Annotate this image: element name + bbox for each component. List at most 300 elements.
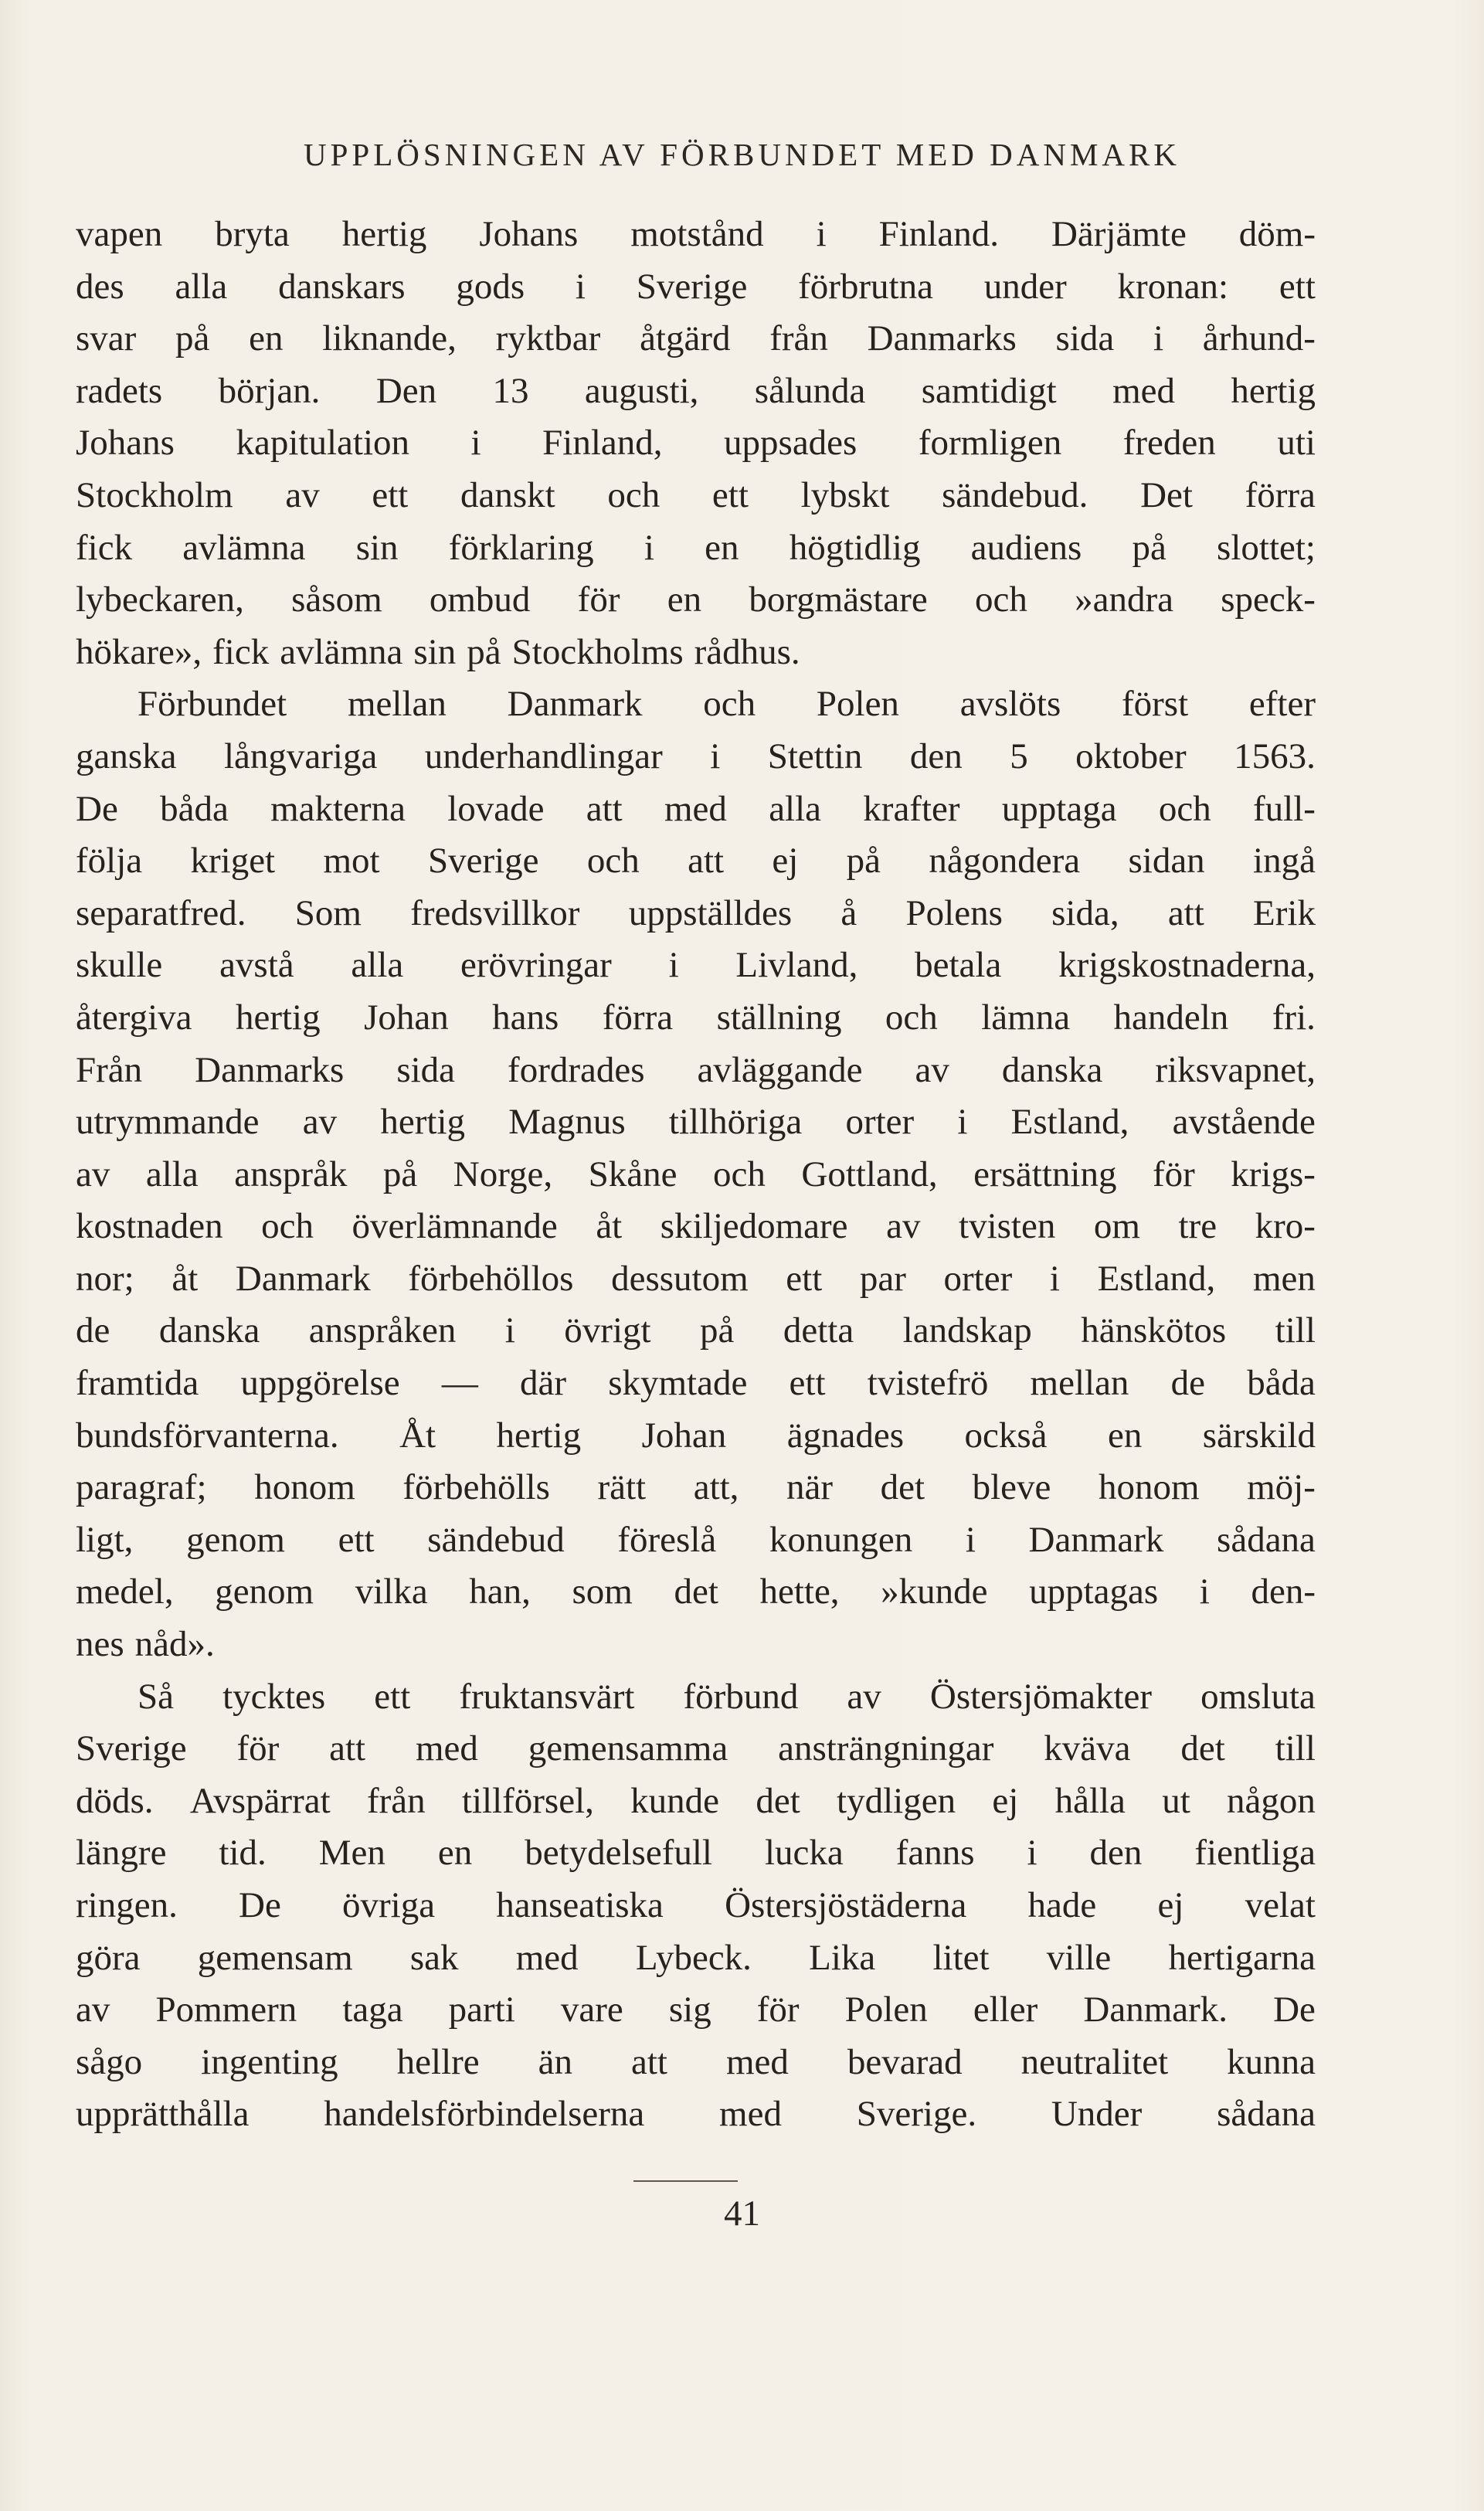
word: avslöts	[959, 684, 1061, 725]
word: i	[710, 736, 721, 776]
word: med	[725, 2041, 789, 2082]
word: neutralitet	[1020, 2041, 1169, 2082]
word: ej	[992, 1780, 1019, 1821]
word: men	[1252, 1258, 1316, 1299]
word: Sverige	[636, 266, 748, 307]
word: under	[983, 266, 1067, 307]
text-line	[76, 1827, 1316, 1880]
word: handelsförbindelserna	[324, 2094, 645, 2135]
word: i	[470, 423, 481, 464]
word: sålunda	[754, 370, 866, 411]
word: till	[1275, 1728, 1316, 1769]
word: hellre	[396, 2041, 480, 2082]
word: också	[964, 1415, 1048, 1456]
word: skiljedomare	[660, 1206, 848, 1247]
word: döm-	[1238, 214, 1316, 254]
word: följa	[76, 841, 143, 882]
word: ett	[786, 1258, 823, 1299]
word: Lybeck.	[635, 1937, 752, 1978]
word: göra	[76, 1937, 141, 1978]
word: tillhöriga	[668, 1102, 803, 1143]
word: Stockholm	[76, 474, 233, 515]
word: kostnaden	[76, 1206, 223, 1247]
word: kväva	[1044, 1728, 1131, 1769]
word: ringen.	[76, 1885, 178, 1925]
word: oktober	[1075, 736, 1187, 776]
word: mellan	[347, 684, 447, 725]
text-line	[76, 1357, 1316, 1410]
word: Sverige.	[856, 2094, 977, 2135]
word: nåd».	[134, 1624, 215, 1665]
word: på	[175, 318, 210, 359]
word: om	[1093, 1206, 1140, 1247]
word: skulle	[76, 945, 163, 986]
word: rådhus.	[694, 631, 800, 672]
word: fri.	[1272, 997, 1316, 1038]
word: augusti,	[584, 370, 699, 411]
text-line	[76, 678, 1316, 731]
word: danska	[1001, 1049, 1103, 1090]
word: hertig	[341, 214, 427, 254]
word: bundsförvanterna.	[76, 1415, 339, 1456]
word: särskild	[1202, 1415, 1316, 1456]
word: 1563.	[1234, 736, 1316, 776]
word: Polen	[844, 1989, 928, 2030]
word: fredsvillkor	[410, 892, 580, 933]
word: mellan	[1030, 1363, 1129, 1404]
word: överlämnande	[351, 1206, 558, 1247]
word: ett	[372, 474, 409, 515]
word: samtidigt	[921, 370, 1057, 411]
word: tillförsel,	[461, 1780, 594, 1821]
word: fruktansvärt	[459, 1676, 635, 1717]
word: ett	[711, 474, 749, 515]
text-line	[76, 1775, 1316, 1828]
text-line	[76, 1305, 1316, 1357]
word: 13	[492, 370, 529, 411]
word: kunde	[630, 1780, 720, 1821]
word: förbehölls	[402, 1467, 550, 1508]
word: i	[965, 1519, 976, 1560]
text-line	[76, 992, 1316, 1045]
word: sin	[413, 631, 457, 672]
word: vare	[560, 1989, 623, 2030]
word: kriget	[190, 841, 276, 882]
word: föreslå	[617, 1519, 717, 1560]
word: lucka	[764, 1833, 844, 1874]
word: hans	[492, 997, 559, 1038]
word: högtidlig	[789, 527, 921, 568]
word: Östersjömakter	[929, 1676, 1153, 1717]
word: medel,	[76, 1571, 174, 1612]
text-line	[76, 1671, 1316, 1724]
word: hade	[1027, 1885, 1097, 1925]
word: ett	[338, 1519, 375, 1560]
word: en	[1107, 1415, 1143, 1456]
word: De	[76, 788, 118, 829]
word: orter	[845, 1102, 915, 1143]
word: lybeckaren,	[76, 579, 244, 620]
word: erövringar	[460, 945, 612, 986]
word: förra	[1245, 474, 1316, 515]
word: Danmarks	[195, 1049, 345, 1090]
word: hålla	[1054, 1780, 1126, 1821]
word: till	[1275, 1310, 1316, 1351]
word: riksvapnet,	[1155, 1049, 1316, 1090]
word: Livland,	[735, 945, 858, 986]
word: övrigt	[564, 1310, 651, 1351]
word: kro-	[1255, 1206, 1316, 1247]
word: taga	[342, 1989, 403, 2030]
word: döds.	[76, 1780, 154, 1821]
word: Estland,	[1010, 1102, 1129, 1143]
word: sidan	[1128, 841, 1205, 882]
word: från	[769, 318, 828, 359]
word: gods	[456, 266, 525, 307]
word: förbund	[683, 1676, 799, 1717]
word: krafter	[863, 788, 960, 829]
word: han,	[469, 1571, 531, 1612]
word: långvariga	[223, 736, 378, 776]
word: som	[572, 1571, 633, 1612]
word: liknande,	[322, 318, 457, 359]
word: i	[644, 527, 654, 568]
word: lämna	[981, 997, 1071, 1038]
text-line	[76, 1149, 1316, 1201]
text-line	[76, 1410, 1316, 1463]
word: slottet;	[1217, 527, 1316, 568]
word: fick	[212, 631, 270, 672]
word: för	[236, 1728, 280, 1769]
word: audiens	[970, 527, 1082, 568]
word: sändebud	[427, 1519, 565, 1560]
running-head: UPPLÖSNINGEN AV FÖRBUNDET MED DANMARK	[304, 137, 1180, 172]
word: åtgärd	[640, 318, 731, 359]
word: för	[1152, 1154, 1195, 1194]
word: att,	[693, 1467, 739, 1508]
word: ganska	[76, 736, 177, 776]
text-line	[76, 417, 1316, 470]
word: honom	[1098, 1467, 1200, 1508]
word: alla	[145, 1154, 199, 1194]
text-line	[76, 522, 1316, 575]
word: av	[886, 1206, 921, 1247]
word: Under	[1051, 2094, 1143, 2135]
word: tid.	[219, 1833, 267, 1874]
word: i	[816, 214, 827, 254]
word: Johans	[76, 423, 175, 464]
word: anspråk	[234, 1154, 348, 1194]
word: honom	[254, 1467, 355, 1508]
text-line	[76, 835, 1316, 888]
word: och	[261, 1206, 314, 1247]
word: hänskötos	[1081, 1310, 1227, 1351]
word: den	[1089, 1833, 1143, 1874]
word: hanseatiska	[496, 1885, 664, 1925]
word: genom	[215, 1571, 314, 1612]
word: av	[847, 1676, 881, 1717]
word: makterna	[270, 788, 406, 829]
word: alla	[175, 266, 228, 307]
word: det	[674, 1571, 718, 1612]
word: det	[1180, 1728, 1225, 1769]
word: i	[1199, 1571, 1210, 1612]
word: Polen	[816, 684, 899, 725]
word: omsluta	[1200, 1676, 1316, 1717]
word: formligen	[918, 423, 1062, 464]
word: ersättning	[973, 1154, 1117, 1194]
word: borgmästare	[749, 579, 928, 620]
word: landskap	[902, 1310, 1032, 1351]
word: hertigarna	[1168, 1937, 1316, 1978]
word: på	[700, 1310, 735, 1351]
word: förklaring	[448, 527, 594, 568]
word: ett	[789, 1363, 826, 1404]
word: De	[1273, 1989, 1316, 2030]
word: efter	[1248, 684, 1316, 725]
word: sida	[396, 1049, 456, 1090]
word: par	[859, 1258, 906, 1299]
word: tre	[1178, 1206, 1217, 1247]
word: fanns	[895, 1833, 975, 1874]
word: att	[688, 841, 725, 882]
word: Finland.	[878, 214, 999, 254]
word: i	[957, 1102, 968, 1143]
word: tvisten	[959, 1206, 1056, 1247]
word: anspråken	[308, 1310, 457, 1351]
word: sådana	[1217, 2094, 1316, 2135]
word: bryta	[215, 214, 290, 254]
word: nor;	[76, 1258, 134, 1299]
word: velat	[1245, 1885, 1316, 1925]
word: ansträngningar	[778, 1728, 994, 1769]
word: fick	[76, 527, 133, 568]
text-line	[76, 261, 1316, 314]
text-line	[76, 1253, 1316, 1306]
word: Skåne	[588, 1154, 677, 1194]
text-line	[76, 940, 1316, 992]
word: Danmark	[1028, 1519, 1164, 1560]
word: kunna	[1227, 2041, 1316, 2082]
word: uti	[1277, 423, 1316, 464]
text-line	[76, 1462, 1316, 1514]
word: ut	[1162, 1780, 1190, 1821]
word: när	[786, 1467, 834, 1508]
word: hertig	[235, 997, 321, 1038]
word: det	[756, 1780, 800, 1821]
word: hertig	[1231, 370, 1316, 411]
word: av	[76, 1989, 110, 2030]
text-line	[76, 1045, 1316, 1097]
word: tvistefrö	[867, 1363, 989, 1404]
word: tydligen	[837, 1780, 956, 1821]
word: Danmark.	[1083, 1989, 1228, 2030]
word: och	[703, 684, 756, 725]
word: å	[840, 892, 857, 933]
text-line	[76, 2088, 1316, 2141]
text-line	[76, 1096, 1316, 1149]
word: sida,	[1051, 892, 1119, 933]
word: paragraf;	[76, 1467, 207, 1508]
word: Stettin	[767, 736, 863, 776]
word: vapen	[76, 214, 163, 254]
word: framtida	[76, 1363, 199, 1404]
word: åt	[171, 1258, 199, 1299]
word: att	[1167, 892, 1204, 933]
word: avstående	[1172, 1102, 1316, 1143]
word: mot	[323, 841, 380, 882]
word: avlämna	[280, 631, 403, 672]
word: av	[285, 474, 320, 515]
word: och	[713, 1154, 766, 1194]
word: kapitulation	[236, 423, 409, 464]
word: där	[520, 1363, 567, 1404]
word: utrymmande	[76, 1102, 260, 1143]
text-line	[76, 731, 1316, 783]
word: båda	[160, 788, 229, 829]
word: förra	[602, 997, 674, 1038]
word: möj-	[1247, 1467, 1316, 1508]
text-line	[76, 1566, 1316, 1619]
text-line	[76, 574, 1316, 627]
word: Som	[294, 892, 362, 933]
word: en	[705, 527, 739, 568]
word: »kunde	[881, 1571, 988, 1612]
word: sin	[355, 527, 399, 568]
text-line	[76, 1932, 1316, 1985]
word: förbehöllos	[408, 1258, 574, 1299]
text-line	[76, 783, 1316, 836]
word: Finland,	[542, 423, 663, 464]
word: förbrutna	[798, 266, 933, 307]
word: gemensamma	[528, 1728, 728, 1769]
word: avläggande	[697, 1049, 863, 1090]
word: uppgörelse	[240, 1363, 400, 1404]
word: av	[302, 1102, 338, 1143]
word: ingå	[1253, 841, 1316, 882]
text-line	[76, 1619, 1316, 1671]
word: en	[667, 579, 702, 620]
word: uppställdes	[628, 892, 793, 933]
word: Magnus	[508, 1102, 626, 1143]
word: sändebud.	[942, 474, 1088, 515]
word: uppsades	[724, 423, 857, 464]
word: på	[467, 631, 501, 672]
word: Gottland,	[801, 1154, 938, 1194]
word: någon	[1227, 1780, 1316, 1821]
text-line	[76, 470, 1316, 522]
word: svar	[76, 318, 137, 359]
word: och	[586, 841, 640, 882]
word: sådana	[1217, 1519, 1316, 1560]
word: i	[1153, 318, 1164, 359]
word: Sverige	[427, 841, 539, 882]
word: alla	[769, 788, 822, 829]
text-line	[76, 888, 1316, 940]
word: Den	[375, 370, 437, 411]
word: danskt	[460, 474, 555, 515]
word: Johan	[641, 1415, 727, 1456]
text-line	[76, 1723, 1316, 1775]
word: Därjämte	[1051, 214, 1187, 254]
word: att	[631, 2041, 667, 2082]
word: Danmarks	[867, 318, 1017, 359]
word: genom	[186, 1519, 285, 1560]
text-line	[76, 1984, 1316, 2037]
word: Danmark	[235, 1258, 371, 1299]
word: och	[885, 997, 938, 1038]
text-line	[76, 1880, 1316, 1932]
word: ej	[1157, 1885, 1184, 1925]
word: för	[756, 1989, 800, 2030]
word: hette,	[759, 1571, 840, 1612]
word: med	[664, 788, 727, 829]
word: från	[366, 1780, 426, 1821]
word: tycktes	[222, 1676, 326, 1717]
word: sågo	[76, 2041, 143, 2082]
word: ville	[1046, 1937, 1112, 1978]
word: århund-	[1202, 318, 1316, 359]
word: dessutom	[611, 1258, 749, 1299]
word: Men	[318, 1833, 385, 1874]
word: i	[668, 945, 679, 986]
word: motstånd	[630, 214, 764, 254]
word: detta	[783, 1310, 854, 1351]
word: freden	[1122, 423, 1216, 464]
footer-rule	[633, 2180, 738, 2182]
word: nes	[76, 1624, 124, 1665]
word: Polens	[905, 892, 1003, 933]
word: sida	[1055, 318, 1115, 359]
word: upptagas	[1029, 1571, 1159, 1612]
word: lovade	[447, 788, 545, 829]
word: att	[329, 1728, 366, 1769]
word: början.	[218, 370, 321, 411]
word: avlämna	[182, 527, 306, 568]
word: att	[586, 788, 623, 829]
word: krigs-	[1231, 1154, 1316, 1194]
word: separatfred.	[76, 892, 246, 933]
word: och	[1158, 788, 1211, 829]
word: Förbundet	[138, 684, 287, 725]
word: ej	[772, 841, 799, 882]
text-line	[76, 2037, 1316, 2089]
word: fordrades	[508, 1049, 645, 1090]
word: betydelsefull	[525, 1833, 712, 1874]
word: ett	[1279, 266, 1316, 307]
word: ingenting	[201, 2041, 338, 2082]
text-line	[76, 209, 1316, 261]
text-line	[76, 1514, 1316, 1567]
word: än	[538, 2041, 573, 2082]
word: bleve	[972, 1467, 1051, 1508]
word: ett	[374, 1676, 411, 1717]
word: sak	[409, 1937, 459, 1978]
word: av	[76, 1154, 110, 1194]
word: Åt	[399, 1415, 436, 1456]
word: med	[1112, 370, 1175, 411]
word: Pommern	[155, 1989, 297, 2030]
word: Johan	[364, 997, 449, 1038]
word: upptaga	[1001, 788, 1117, 829]
text-line	[76, 1201, 1316, 1253]
word: Danmark	[507, 684, 643, 725]
word: upprätthålla	[76, 2094, 250, 2135]
word: någondera	[929, 841, 1081, 882]
word: båda	[1247, 1363, 1316, 1404]
word: det	[880, 1467, 925, 1508]
word: Erik	[1253, 892, 1316, 933]
